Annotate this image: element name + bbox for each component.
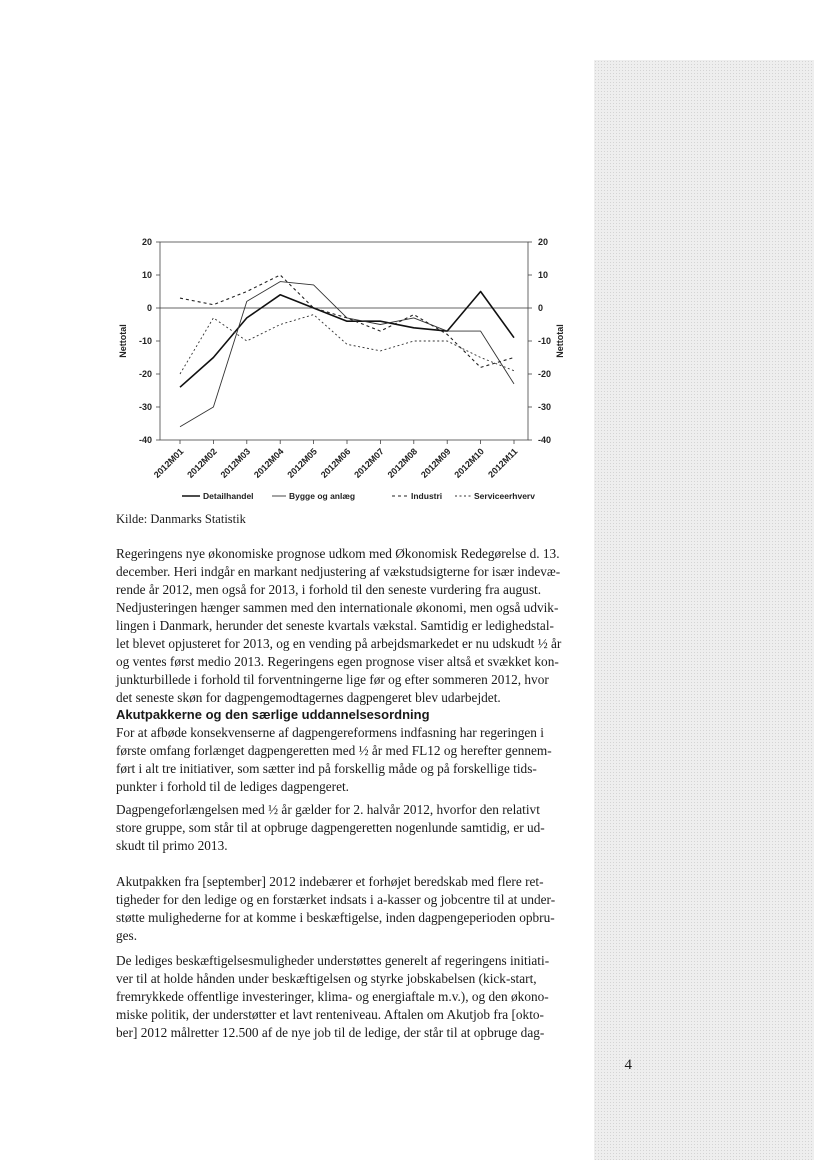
x-tick-label: 2012M06 xyxy=(318,446,353,480)
text-line: junkturbillede i forhold til forventningerne lige før og efter sommeren 2012, hvor xyxy=(116,672,549,687)
y-tick-label: 10 xyxy=(141,270,152,280)
x-tick-label: 2012M02 xyxy=(185,446,219,480)
text-line: december. Heri indgår en markant nedjustering af vækstudsigterne for især indevæ- xyxy=(116,564,561,579)
text-line: lingen i Danmark, herunder det seneste kvartals vækstal. Samtidig er ledighedstal- xyxy=(116,618,554,633)
x-tick-label: 2012M03 xyxy=(218,446,253,480)
text-line: Dagpengeforlængelsen med ½ år gælder for 2. halvår 2012, hvorfor den relativt xyxy=(116,802,540,817)
paragraph-4 xyxy=(116,873,582,945)
text-line: skudt til primo 2013. xyxy=(116,838,228,853)
side-margin-texture xyxy=(594,60,814,1160)
y-tick-label: -10 xyxy=(138,336,152,346)
text-line: rende år 2012, men også for 2013, i forhold til den seneste vurdering fra august. xyxy=(116,582,542,597)
chart-source: Kilde: Danmarks Statistik xyxy=(116,512,246,526)
text-line: støtte mulighederne for at komme i beskæftigelse, inden dagpengeperioden opbru- xyxy=(116,910,555,925)
text-line: let blevet opjusteret for 2013, og en vending på arbejdsmarkedet er nu udskudt ½ år xyxy=(116,636,562,651)
text-line: og ventes først medio 2013. Regeringens egen prognose viser altså et svækket kon- xyxy=(116,654,559,669)
y-tick-label-right: -40 xyxy=(538,435,552,445)
paragraph-5 xyxy=(116,952,582,1042)
series-line-serviceerhverv xyxy=(180,315,514,374)
text-line: For at afbøde konsekvenserne af dagpengereformens indfasning har regeringen i xyxy=(116,725,544,740)
x-tick-label: 2012M05 xyxy=(285,446,320,480)
paragraph-3 xyxy=(116,801,582,855)
y-tick-label: -40 xyxy=(138,435,152,445)
x-tick-label: 2012M11 xyxy=(486,446,520,480)
y-axis-title-right: Nettotal xyxy=(555,324,565,358)
text-line: tigheder for den ledige og en forstærket indsats i a-kasser og jobcentre til at under- xyxy=(116,892,556,907)
text-line: det seneste skøn for dagpengemodtagernes dagpengeret blev udarbejdet. xyxy=(116,690,501,705)
text-line: ført i alt tre initiativer, som sætter ind på forskellig måde og på forskellige tids- xyxy=(116,761,537,776)
y-tick-label: -20 xyxy=(138,369,152,379)
text-line: Akutpakken fra [september] 2012 indebærer et forhøjet beredskab med flere ret- xyxy=(116,874,544,889)
text-line: fremrykkede offentlige investeringer, klima- og energiaftale m.v.), og den økono- xyxy=(116,989,549,1004)
text-line: Nedjusteringen hænger sammen med den internationale økonomi, men også udvik- xyxy=(116,600,559,615)
y-tick-label-right: -20 xyxy=(538,369,552,379)
y-tick-label: 20 xyxy=(141,237,152,247)
y-tick-label: -30 xyxy=(138,402,152,412)
x-tick-label: 2012M01 xyxy=(151,446,186,480)
legend-label: Bygge og anlæg xyxy=(289,491,356,501)
legend-label: Serviceerhverv xyxy=(474,491,535,501)
text-line: De lediges beskæftigelsesmuligheder understøttes generelt af regeringens initiati- xyxy=(116,953,550,968)
paragraph-1 xyxy=(116,545,582,707)
page-number: 4 xyxy=(624,1057,632,1073)
text-line: miske politik, der understøtter et lavt renteniveau. Aftalen om Akutjob fra [okto- xyxy=(116,1007,544,1022)
series-line-bygge-og-anlæg xyxy=(180,282,514,427)
x-tick-label: 2012M09 xyxy=(419,446,453,480)
legend-label: Industri xyxy=(411,491,443,501)
text-line: punkter i forhold til de lediges dagpengeret. xyxy=(116,779,349,794)
text-line: Regeringens nye økonomiske prognose udkom med Økonomisk Redegørelse d. 13. xyxy=(116,546,560,561)
y-tick-label-right: 10 xyxy=(538,270,549,280)
line-chart xyxy=(110,230,580,510)
plot-frame xyxy=(160,242,528,440)
text-line: ver til at holde hånden under beskæftigelsen og styrke jobskabelsen (kick-start, xyxy=(116,971,537,986)
text-line: ges. xyxy=(116,928,138,943)
text-line: første omfang forlænget dagpengeretten med ½ år med FL12 og herefter gennem- xyxy=(116,743,552,758)
x-tick-label: 2012M10 xyxy=(452,446,487,480)
y-tick-label-right: 20 xyxy=(538,237,549,247)
x-tick-label: 2012M07 xyxy=(352,446,386,480)
y-tick-label: 0 xyxy=(146,303,152,313)
y-tick-label-right: -10 xyxy=(538,336,552,346)
chart-svg xyxy=(110,230,580,510)
y-tick-label-right: -30 xyxy=(538,402,552,412)
text-line: ber] 2012 målretter 12.500 af de nye job til de ledige, der står til at opbruge dag- xyxy=(116,1025,545,1040)
x-tick-label: 2012M08 xyxy=(385,446,420,480)
series-line-detailhandel xyxy=(180,292,514,388)
x-tick-label: 2012M04 xyxy=(252,446,286,480)
section-akutpakker xyxy=(116,706,582,796)
y-axis-title: Nettotal xyxy=(118,324,128,358)
y-tick-label-right: 0 xyxy=(538,303,544,313)
legend-label: Detailhandel xyxy=(203,491,254,501)
text-line: store gruppe, som står til at opbruge dagpengeretten nogenlunde samtidig, er ud- xyxy=(116,820,545,835)
section-heading: Akutpakkerne og den særlige uddannelsesordning xyxy=(116,707,430,722)
